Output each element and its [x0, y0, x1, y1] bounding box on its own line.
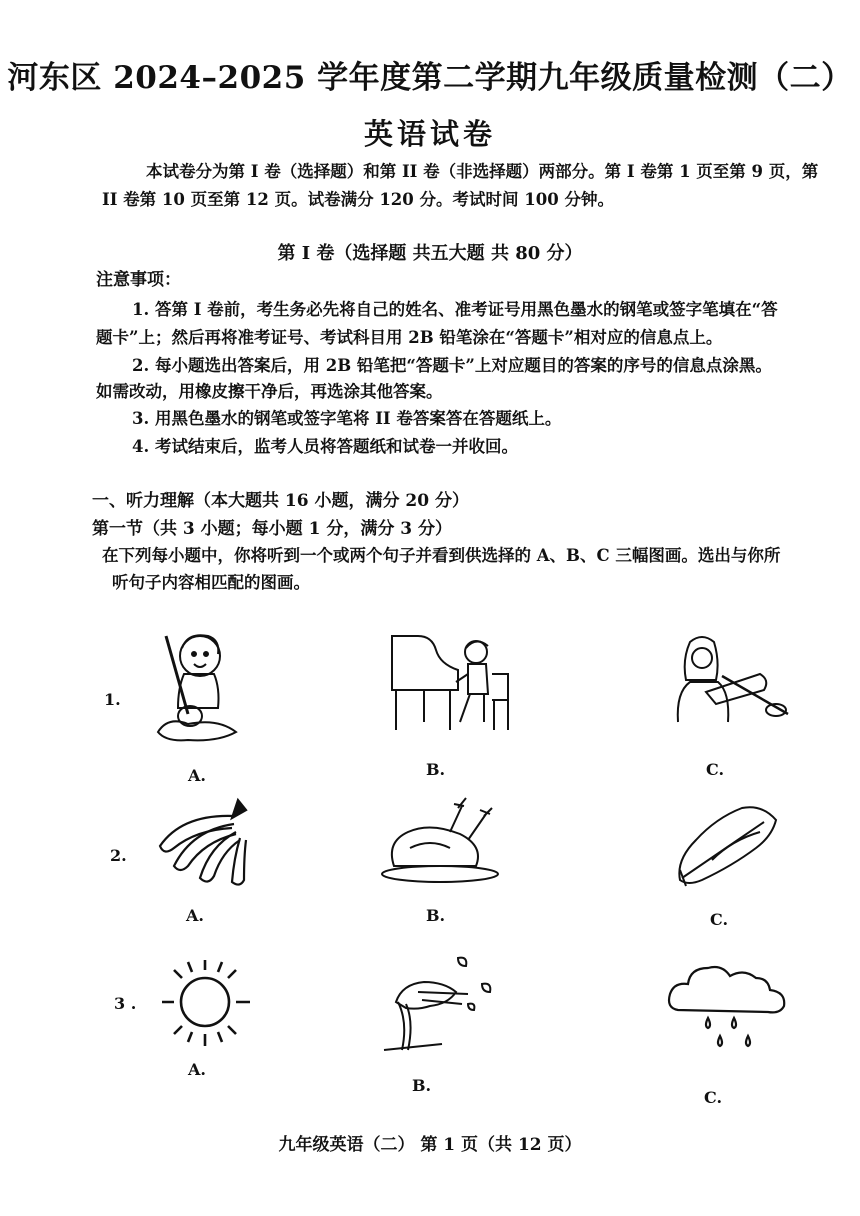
intro-line-2: II 卷第 10 页至第 12 页。试卷满分 120 分。考试时间 100 分钟。: [102, 190, 614, 209]
question-number: 2.: [110, 846, 127, 865]
notice-item-1-cont: 题卡”上；然后再将准考证号、考试科目用 2B 铅笔涂在“答题卡”相对应的信息点上。: [96, 328, 723, 347]
girl-violin-icon: [666, 632, 796, 727]
sun-icon: [152, 954, 258, 1050]
option-label: A.: [188, 1060, 206, 1079]
windy-tree-icon: [378, 952, 503, 1056]
notice-item-1: 1. 答第 I 卷前，考生务必先将自己的姓名、准考证号用黑色墨水的钢笔或签字笔填在“答: [132, 300, 778, 319]
notice-item-2: 2. 每小题选出答案后，用 2B 铅笔把“答题卡”上对应题目的答案的序号的信息点涂黑。: [132, 356, 772, 375]
option-label: C.: [706, 760, 725, 779]
question-number: 3 .: [114, 994, 137, 1013]
option-label: C.: [710, 910, 729, 929]
rain-cloud-icon: [664, 960, 792, 1060]
question-number: 1.: [104, 690, 121, 709]
section-1-instruction: 在下列每小题中，你将听到一个或两个句子并看到供选择的 A、B、C 三幅图画。选出与你所: [102, 546, 781, 565]
option-label: B.: [412, 1076, 432, 1095]
option-label: B.: [426, 906, 446, 925]
cabbage-icon: [672, 800, 782, 890]
section-1-subtitle: 第一节（共 3 小题；每小题 1 分，满分 3 分）: [92, 519, 452, 539]
section-1-instruction-cont: 听句子内容相匹配的图画。: [112, 573, 310, 592]
page-subtitle: 英语试卷: [363, 117, 496, 151]
section-1-title: 一、听力理解（本大题共 16 小题，满分 20 分）: [92, 491, 469, 511]
option-label: A.: [188, 766, 206, 785]
option-label: B.: [426, 760, 446, 779]
notice-item-3: 3. 用黑色墨水的钢笔或签字笔将 II 卷答案答在答题纸上。: [132, 409, 562, 428]
bananas-icon: [152, 796, 252, 891]
page-footer: 九年级英语（二） 第 1 页（共 12 页）: [278, 1135, 582, 1155]
intro-line-1: 本试卷分为第 I 卷（选择题）和第 II 卷（非选择题）两部分。第 I 卷第 1 页至第 9 页，第: [146, 162, 819, 181]
girl-piano-icon: [388, 630, 513, 735]
option-label: A.: [186, 906, 204, 925]
page-title: 河东区 2024–2025 学年度第二学期九年级质量检测（二）: [7, 60, 853, 96]
notice-title: 注意事项：: [96, 270, 181, 290]
option-label: C.: [704, 1088, 723, 1107]
part-1-heading: 第 I 卷（选择题 共五大题 共 80 分）: [277, 243, 583, 264]
boy-guitar-icon: [148, 628, 248, 748]
notice-item-4: 4. 考试结束后，监考人员将答题纸和试卷一并收回。: [132, 437, 518, 456]
roast-chicken-icon: [380, 792, 505, 892]
notice-item-2-cont: 如需改动，用橡皮擦干净后，再选涂其他答案。: [96, 382, 443, 401]
